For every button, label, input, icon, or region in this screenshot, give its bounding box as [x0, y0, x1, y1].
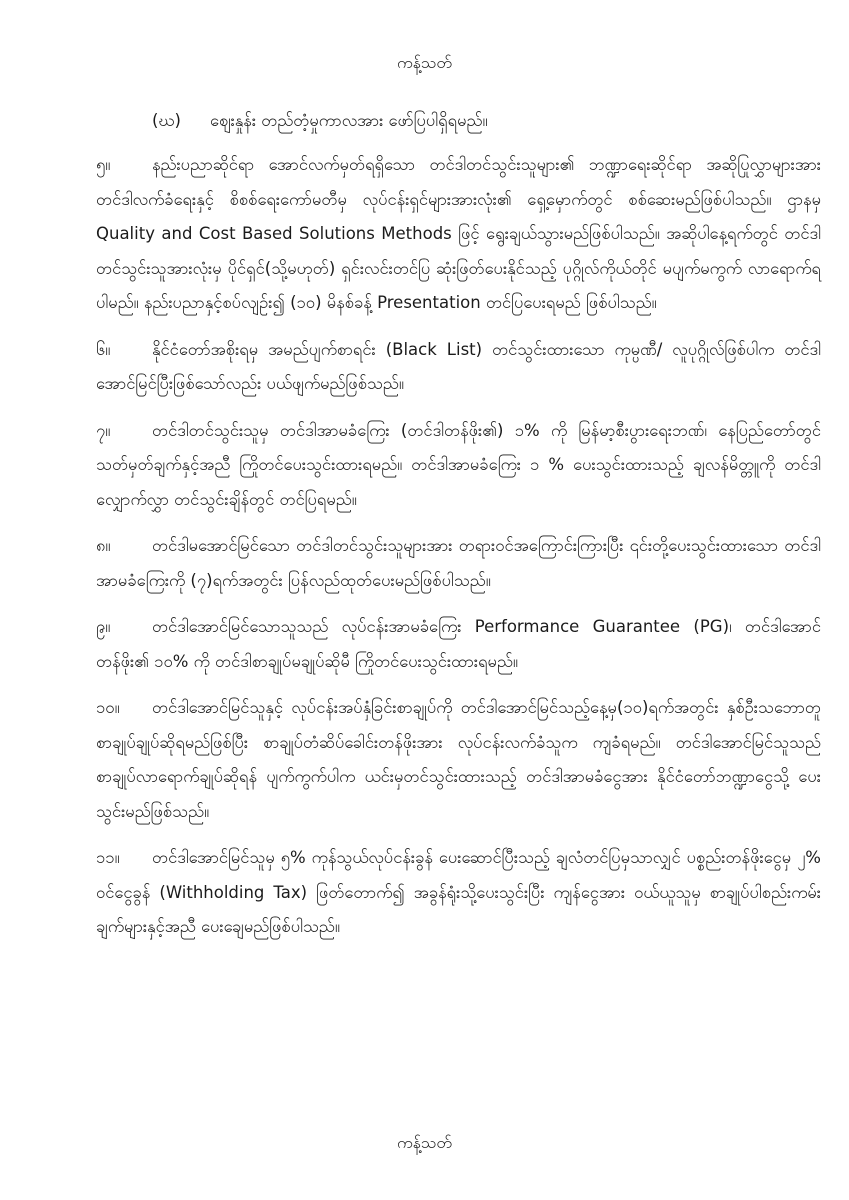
- page-footer-classification: ကန့်သတ်: [397, 1133, 452, 1152]
- subitem-gha: [96, 104, 821, 138]
- page-header-classification: ကန့်သတ်: [397, 53, 452, 72]
- paragraph-text: တင်ဒါမအောင်မြင်သော တင်ဒါတင်သွင်းသူများအား တရားဝင်အကြောင်းကြားပြီး ၎င်းတို့ပေးသွင်းထားသော တင်ဒါအာမခံကြေးကို (၇)ရက်အတွင်း ပြန်လည်ထုတ်ပေးမည်ဖြစ်ပါသည်။: [96, 536, 821, 590]
- paragraph-8: [96, 529, 821, 598]
- paragraph-text: တင်ဒါအောင်မြင်သောသူသည် လုပ်ငန်းအာမခံကြေး Performance Guarantee (PG)၊ တင်ဒါအောင်တန်ဖိုး၏ ၁၀% ကို တင်ဒါစာချုပ်မချုပ်ဆိုမီ ကြိုတင်ပေးသွင်းထားရမည်။: [96, 617, 821, 671]
- paragraph-number: ၁၀။: [96, 698, 120, 717]
- paragraph-7: [96, 414, 821, 518]
- paragraph-text: တင်ဒါအောင်မြင်သူမှ ၅% ကုန်သွယ်လုပ်ငန်းခွန် ပေးဆောင်ပြီးသည့် ချလံတင်ပြမှသာလျှင် ပစ္စည်းတန်ဖိုးငွေမှ ၂% ဝင်ငွေခွန် (Withholding Tax) ဖြတ်တောက်၍ အခွန်ရုံးသို့ပေးသွင်းပြီး ကျန်ငွေအား ဝယ်ယူသူမှ စာချုပ်ပါစည်းကမ်းချက်များနှင့်အညီ ပေးချေမည်ဖြစ်ပါသည်။: [96, 848, 821, 936]
- subitem-text: ဈေးနှုန်း တည်တံ့မှုကာလအား ဖော်ပြပါရှိရမည်။: [210, 111, 488, 130]
- paragraph-number: ၁၁။: [96, 848, 120, 867]
- paragraph-text: တင်ဒါတင်သွင်းသူမှ တင်ဒါအာမခံကြေး (တင်ဒါတန်ဖိုး၏) ၁% ကို မြန်မာ့စီးပွားရေးဘဏ်၊ နေပြည်တော်တွင်သတ်မှတ်ချက်နှင့်အညီ ကြိုတင်ပေးသွင်းထားရမည်။ တင်ဒါအာမခံကြေး ၁ % ပေးသွင်းထားသည့် ချလန်မိတ္တူကို တင်ဒါလျှောက်လွှာ တင်သွင်းချိန်တွင် တင်ပြရမည်။: [96, 420, 821, 509]
- paragraph-number: ၈။: [96, 536, 111, 555]
- paragraph-number: ၆။: [96, 339, 111, 359]
- paragraph-number: ၅။: [96, 155, 111, 174]
- document-body: [96, 104, 821, 957]
- paragraph-number: ၇။: [96, 420, 111, 440]
- paragraph-text: တင်ဒါအောင်မြင်သူနှင့် လုပ်ငန်းအပ်နှံခြင်းစာချုပ်ကို တင်ဒါအောင်မြင်သည့်နေ့မှ(၁၀)ရက်အတွင်း နှစ်ဦးသဘောတူစာချုပ်ချုပ်ဆိုရမည်ဖြစ်ပြီး စာချုပ်တံဆိပ်ခေါင်းတန်ဖိုးအား လုပ်ငန်းလက်ခံသူက ကျခံရမည်။ တင်ဒါအောင်မြင်သူသည် စာချုပ်လာရောက်ချုပ်ဆိုရန် ပျက်ကွက်ပါက ယင်းမှတင်သွင်းထားသည့် တင်ဒါအာမခံငွေအား နိုင်ငံတော်ဘဏ္ဍာငွေသို့ ပေးသွင်းမည်ဖြစ်သည်။: [96, 698, 821, 821]
- paragraph-number: ၉။: [96, 617, 111, 636]
- subitem-marker: (ဃ): [152, 111, 181, 130]
- paragraph-text: နိုင်ငံတော်အစိုးရမှ အမည်ပျက်စာရင်း (Black List) တင်သွင်းထားသော ကုမ္ပဏီ/ လူပုဂ္ဂိုလ်ဖြစ်ပါက တင်ဒါအောင်မြင်ပြီးဖြစ်သော်လည်း ပယ်ဖျက်မည်ဖြစ်သည်။: [96, 339, 821, 393]
- paragraph-text: နည်းပညာဆိုင်ရာ အောင်လက်မှတ်ရရှိသော တင်ဒါတင်သွင်းသူများ၏ ဘဏ္ဍာရေးဆိုင်ရာ အဆိုပြုလွှာများအား တင်ဒါလက်ခံရေးနှင့် စိစစ်ရေးကော်မတီမှ လုပ်ငန်းရှင်များအားလုံး၏ ရှေ့မှောက်တွင် စစ်ဆေးမည်ဖြစ်ပါသည်။ ဌာနမှ Quality and Cost Based Solutions Methods ဖြင့် ရွေးချယ်သွားမည်ဖြစ်ပါသည်။ အဆိုပါနေ့ရက်တွင် တင်ဒါတင်သွင်းသူအားလုံးမှ ပိုင်ရှင်(သို့မဟုတ်) ရှင်းလင်းတင်ပြ ဆုံးဖြတ်ပေးနိုင်သည့် ပုဂ္ဂိုလ်ကိုယ်တိုင် မပျက်မကွက် လာရောက်ရပါမည်။ နည်းပညာနှင့်စပ်လျဉ်း၍ (၁၀) မိနစ်ခန့် Presentation တင်ပြပေးရမည် ဖြစ်ပါသည်။: [96, 155, 821, 312]
- paragraph-11: [96, 841, 821, 945]
- paragraph-10: [96, 691, 821, 829]
- paragraph-5: [96, 148, 821, 321]
- paragraph-6: [96, 333, 821, 402]
- paragraph-9: [96, 610, 821, 679]
